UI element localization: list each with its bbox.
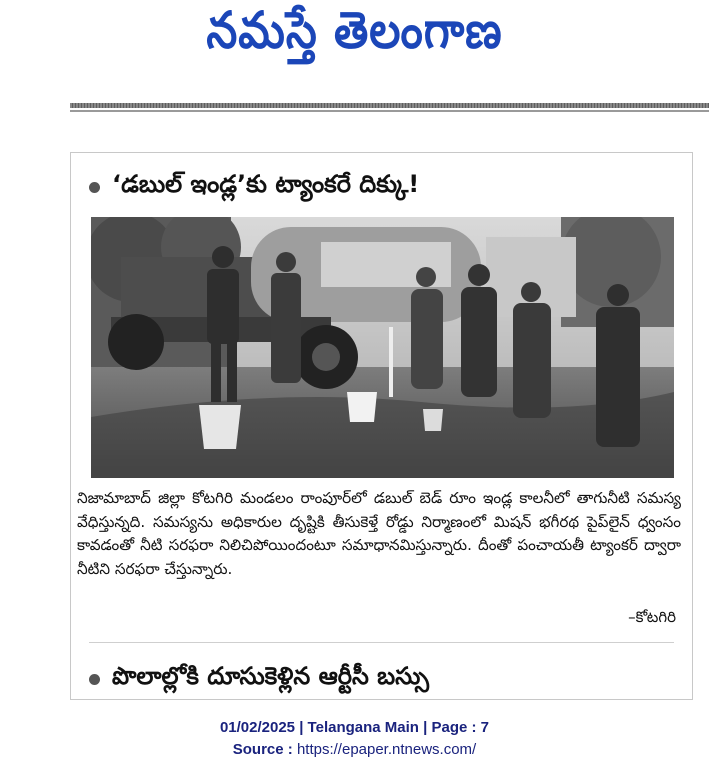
- masthead: [0, 0, 709, 110]
- news-clipping: [70, 152, 693, 700]
- edition-info: 01/02/2025 | Telangana Main | Page : 7: [219, 719, 490, 736]
- masthead-rule-thin: [70, 110, 709, 112]
- news-photo: [91, 217, 674, 478]
- newspaper-logo: నమస్తే తెలంగాణ: [206, 1, 503, 60]
- headline-text: ‘డబుల్ ఇండ్ల’కు ట్యాంకరే దిక్కు!: [112, 170, 420, 198]
- masthead-rule: [70, 103, 709, 108]
- article-caption: నిజామాబాద్ జిల్లా కోటగిరి మండలం రాంపూర్‌లో డబుల్ బెడ్ రూం ఇండ్ల కాలనీలో తాగునీటి సమస్య వేధిస్తున్నది. సమస్యను అధికారుల దృష్టికి తీసుకెళ్తే రోడ్డు నిర్మాణంలో మిషన్ భగీరథ పైప్‌లైన్ ధ్వంసం కావడంతో నీటి సరఫరా నిలిచిపోయిందంటూ సమాధానమిస్తున్నారు. దీంతో పంచాయతీ ట్యాంకర్ ద్వారా నీటిని సరఫరా చేస్తున్నారు.: [77, 489, 681, 578]
- source-line: [0, 739, 709, 761]
- page-footer: [0, 717, 709, 761]
- next-article-headline: [89, 659, 429, 699]
- bullet-icon: [89, 182, 100, 193]
- source-link[interactable]: https://epaper.ntnews.com/: [296, 741, 477, 758]
- next-headline-text: పొలాల్లోకి దూసుకెళ్లిన ఆర్టీసీ బస్సు: [112, 662, 430, 690]
- article-headline: [89, 167, 419, 207]
- bullet-icon: [89, 674, 100, 685]
- article-divider: [89, 642, 674, 643]
- source-label: Source :: [232, 741, 297, 758]
- article-credit: –కోటగిరి: [628, 608, 676, 626]
- photo-illustration: [91, 217, 674, 478]
